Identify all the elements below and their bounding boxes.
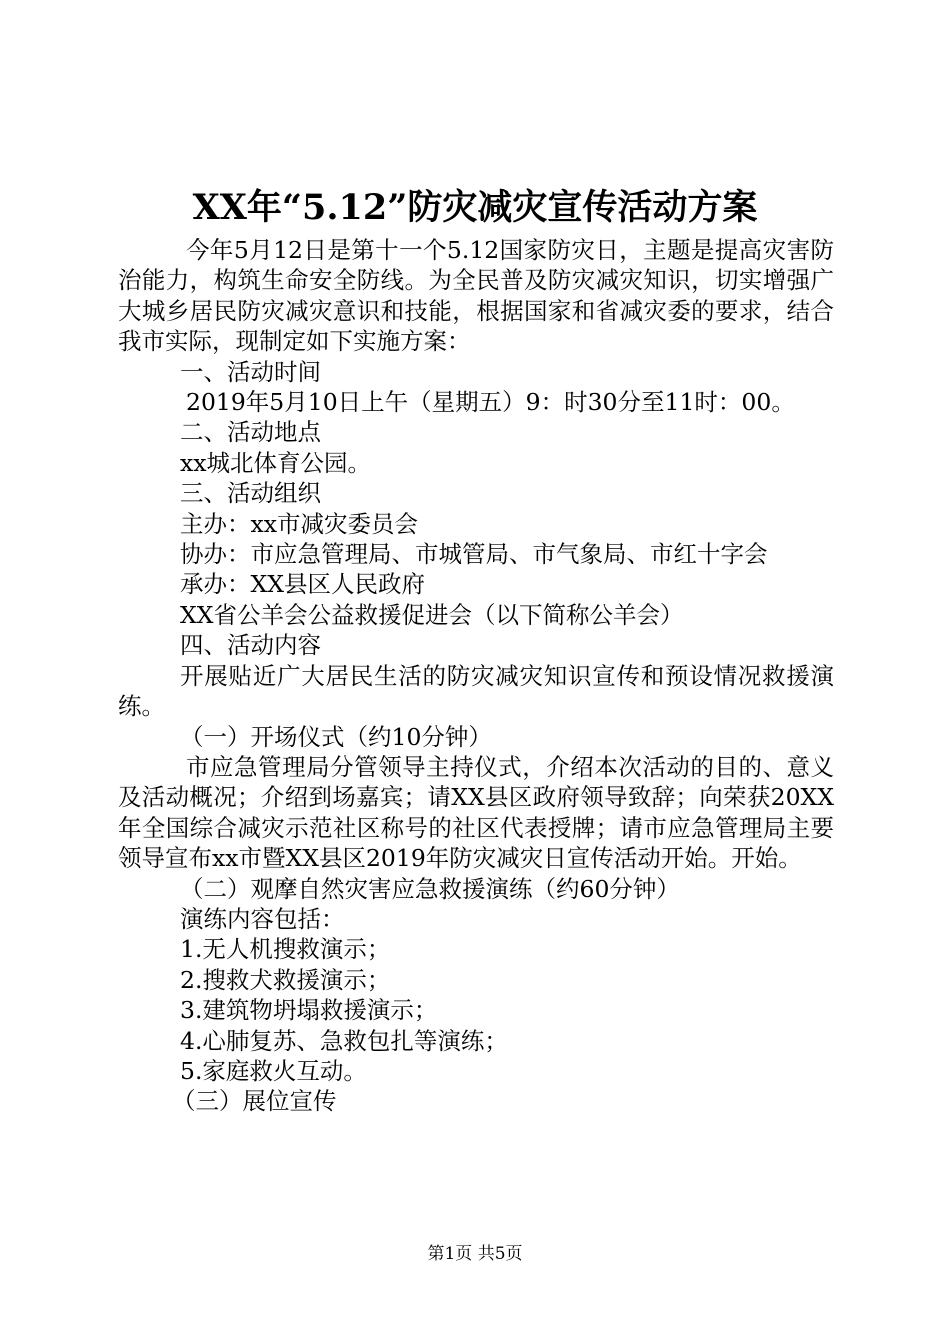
list-item: 3.建筑物坍塌救援演示； [180,996,438,1025]
document-body [118,235,834,1117]
association-line: XX省公羊会公益救援促进会（以下简称公羊会） [180,600,684,629]
drill-intro-line: 演练内容包括： [180,904,345,933]
list-item: 2.搜救犬救援演示； [180,965,391,994]
section-heading-organization: 三、活动组织 [180,479,321,508]
page-footer: 第1页 共5页 [427,1244,523,1264]
time-paragraph: 2019年5月10日上午（星期五）9：时30分至11时：00。 [186,388,795,417]
location-paragraph: xx城北体育公园。 [180,448,372,477]
subsection-heading-drill: （二）观摩自然灾害应急救援演练（约60分钟） [180,874,680,903]
co-organizer-line: 协办：市应急管理局、市城管局、市气象局、市红十字会 [180,540,768,569]
subsection-heading-booth: （三）展位宣传 [172,1087,337,1116]
intro-paragraph: 今年5月12日是第十一个5.12国家防灾日，主题是提高灾害防治能力，构筑生命安全防线。为全民普及防灾减灾知识，切实增强广大城乡居民防灾减灾意识和技能，根据国家和省减灾委的要求，结合我市实际，现制定如下实施方案： [118,236,834,356]
list-item: 4.心肺复苏、急救包扎等演练； [180,1026,508,1055]
document-title: XX年“5.12”防灾减灾宣传活动方案 [192,187,758,228]
section-heading-content: 四、活动内容 [180,631,321,660]
list-item: 5.家庭救火互动。 [180,1056,367,1085]
section-heading-time: 一、活动时间 [180,357,321,386]
opening-paragraph: 市应急管理局分管领导主持仪式，介绍本次活动的目的、意义及活动概况；介绍到场嘉宾；请XX县区政府领导致辞；向荣获20XX年全国综合减灾示范社区称号的社区代表授牌；请市应急管理局主要领导宣布xx市暨XX县区2019年防灾减灾日宣传活动开始。开始。 [118,752,834,873]
host-line: 承办：XX县区人民政府 [180,570,425,599]
subsection-heading-opening: （一）开场仪式（约10分钟） [180,722,492,751]
content-paragraph: 开展贴近广大居民生活的防灾减灾知识宣传和预设情况救援演练。 [118,661,834,721]
organizer-line: 主办：xx市减灾委员会 [180,509,419,538]
section-heading-location: 二、活动地点 [180,418,321,447]
list-item: 1.无人机搜救演示； [180,935,391,964]
